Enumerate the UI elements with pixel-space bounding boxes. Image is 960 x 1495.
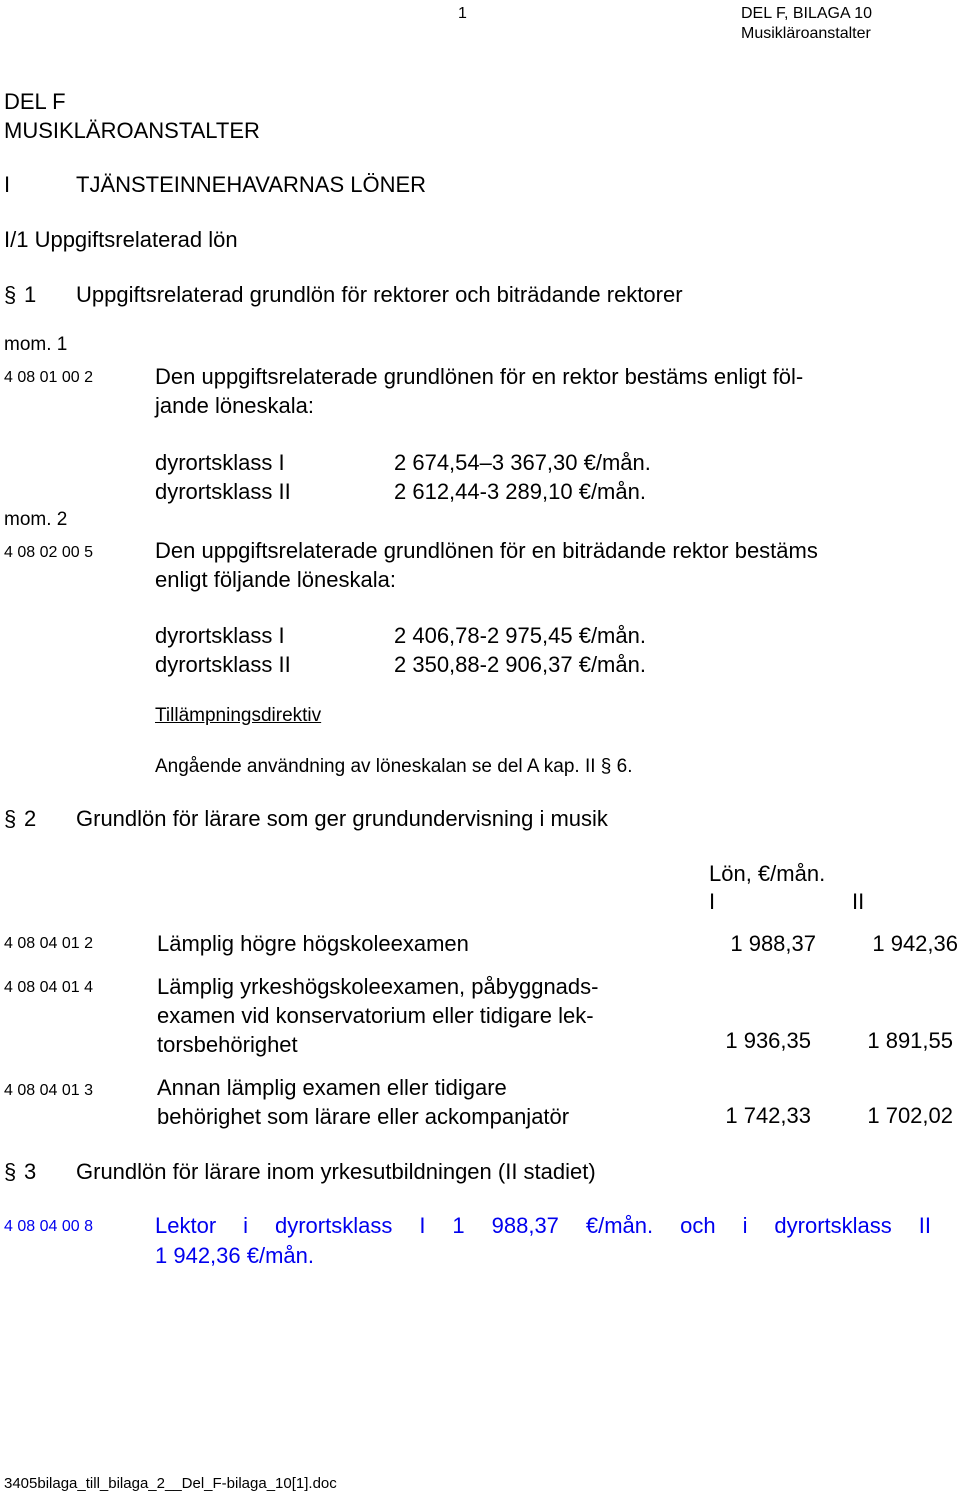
paragraph-line: jande löneskala: [155, 393, 315, 418]
section-sign: § [4, 282, 17, 307]
page-number: 1 [458, 5, 467, 22]
document-title: MUSIKLÄROANSTALTER [4, 118, 260, 143]
qualification-line: behörighet som lärare eller ackompanjatör [157, 1104, 570, 1129]
salary-code: 4 08 04 01 2 [4, 935, 93, 952]
section-sign: § [4, 806, 17, 831]
chapter-title: TJÄNSTEINNEHAVARNAS LÖNER [76, 172, 427, 197]
salary-range: 2 612,44-3 289,10 €/mån. [394, 479, 646, 504]
chapter-number: I [4, 172, 11, 197]
salary-value-II: 1 942,36 [872, 931, 958, 956]
mom-label: mom. 1 [4, 334, 68, 355]
salary-code: 4 08 01 00 2 [4, 369, 93, 386]
section-number: 1 [24, 282, 37, 307]
qualification-line: Lämplig yrkeshögskoleexamen, påbyggnads- [157, 974, 599, 999]
salary-value-I: 1 988,37 [730, 931, 816, 956]
subchapter-title: I/1 Uppgiftsrelaterad lön [4, 227, 238, 252]
salary-code: 4 08 02 00 5 [4, 544, 93, 561]
section-title: Uppgiftsrelaterad grundlön för rektorer och biträdande rektorer [76, 282, 683, 307]
dyrort-class: dyrortsklass I [155, 623, 285, 648]
section-title: Grundlön för lärare inom yrkesutbildningen (II stadiet) [76, 1159, 596, 1184]
section-number: 2 [24, 806, 37, 831]
salary-range: 2 406,78-2 975,45 €/mån. [394, 623, 646, 648]
dyrort-class: dyrortsklass I [155, 450, 285, 475]
part-title: DEL F [4, 89, 66, 114]
column-II-header: II [852, 889, 865, 914]
section-sign: § [4, 1159, 17, 1184]
salary-column-header: Lön, €/mån. [709, 861, 826, 886]
salary-value-II: 1 891,55 [867, 1028, 953, 1053]
mom-label: mom. 2 [4, 509, 68, 530]
qualification-line: examen vid konservatorium eller tidigare lek- [157, 1003, 594, 1028]
section-title: Grundlön för lärare som ger grundundervisning i musik [76, 806, 608, 831]
dyrort-class: dyrortsklass II [155, 479, 291, 504]
section-number: 3 [24, 1159, 37, 1184]
lecturer-salary-line: 1 942,36 €/mån. [155, 1243, 315, 1268]
directive-text: Angående användning av löneskalan se del A kap. II § 6. [155, 756, 633, 777]
paragraph-line: Den uppgiftsrelaterade grundlönen för en biträdande rektor bestäms [155, 538, 818, 563]
directive-heading: Tillämpningsdirektiv [155, 705, 322, 726]
column-I-header: I [709, 889, 716, 914]
paragraph-line: enligt följande löneskala: [155, 567, 396, 592]
salary-value-II: 1 702,02 [867, 1103, 953, 1128]
footer-filename: 3405bilaga_till_bilaga_2__Del_F-bilaga_10[1].doc [4, 1475, 337, 1492]
doc-subtitle: Musikläroanstalter [741, 25, 871, 42]
doc-reference: DEL F, BILAGA 10 [741, 5, 873, 22]
paragraph-line: Den uppgiftsrelaterade grundlönen för en rektor bestäms enligt föl- [155, 364, 804, 389]
salary-value-I: 1 742,33 [725, 1103, 811, 1128]
qualification-line: torsbehörighet [157, 1032, 298, 1057]
salary-range: 2 674,54–3 367,30 €/mån. [394, 450, 651, 475]
salary-code: 4 08 04 01 3 [4, 1082, 93, 1099]
qualification-line: Lämplig högre högskoleexamen [157, 931, 469, 956]
lecturer-salary-line: Lektor i dyrortsklass I 1 988,37 €/mån. och i dyrortsklass II [155, 1213, 931, 1238]
qualification-line: Annan lämplig examen eller tidigare [157, 1075, 507, 1100]
salary-code: 4 08 04 00 8 [4, 1218, 93, 1235]
dyrort-class: dyrortsklass II [155, 652, 291, 677]
salary-range: 2 350,88-2 906,37 €/mån. [394, 652, 646, 677]
salary-value-I: 1 936,35 [725, 1028, 811, 1053]
salary-code: 4 08 04 01 4 [4, 979, 93, 996]
